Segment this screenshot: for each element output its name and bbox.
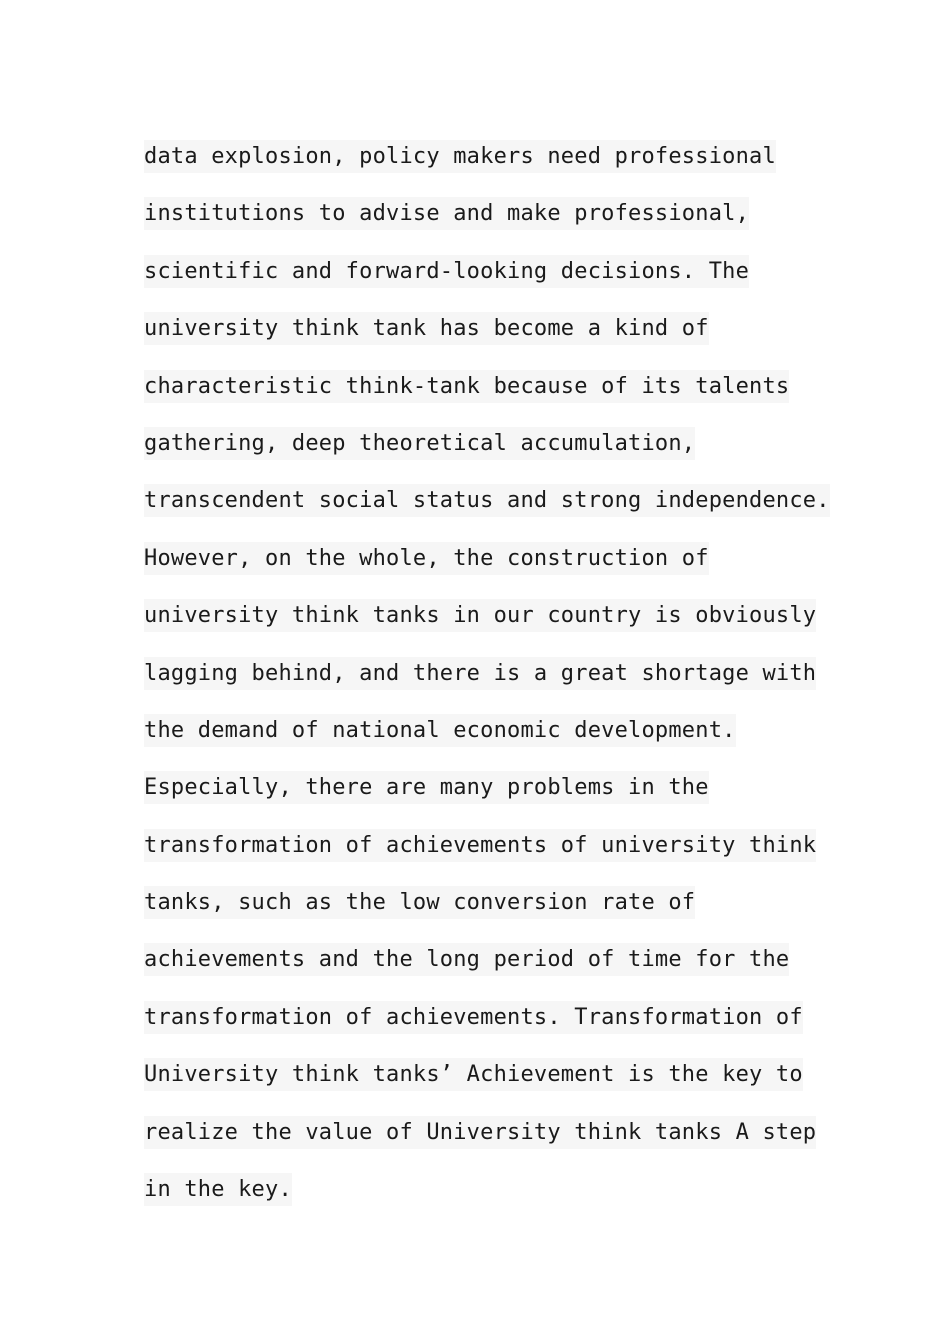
text-line-content: university think tanks in our country is obviously (144, 599, 816, 632)
text-line (144, 771, 824, 828)
text-line (144, 1058, 824, 1115)
text-line-content: institutions to advise and make professional, (144, 197, 749, 230)
text-line (144, 714, 824, 771)
text-line (144, 886, 824, 943)
text-line-content: gathering, deep theoretical accumulation, (144, 427, 695, 460)
text-line (144, 1116, 824, 1173)
text-line-content: data explosion, policy makers need professional (144, 140, 776, 173)
text-line-content: Especially, there are many problems in the (144, 771, 709, 804)
text-line (144, 312, 824, 369)
text-line-content: transformation of achievements of university think (144, 829, 816, 862)
text-line-content: university think tank has become a kind of (144, 312, 709, 345)
text-line (144, 370, 824, 427)
text-line-content: realize the value of University think tanks A step (144, 1116, 816, 1149)
text-line-content: in the key. (144, 1173, 292, 1206)
text-line-content: However, on the whole, the construction of (144, 542, 709, 575)
text-line-content: achievements and the long period of time for the (144, 943, 789, 976)
text-line (144, 599, 824, 656)
text-line (144, 542, 824, 599)
text-line (144, 657, 824, 714)
text-line (144, 1173, 824, 1230)
text-line (144, 197, 824, 254)
text-line (144, 140, 824, 197)
text-line-content: University think tanks’ Achievement is the key to (144, 1058, 803, 1091)
text-line (144, 484, 830, 541)
text-line-content: the demand of national economic development. (144, 714, 736, 747)
text-line-content: scientific and forward-looking decisions. The (144, 255, 749, 288)
text-line (144, 943, 824, 1000)
text-line (144, 255, 824, 312)
text-line-content: lagging behind, and there is a great shortage with (144, 657, 816, 690)
text-line-content: tanks, such as the low conversion rate of (144, 886, 695, 919)
body-paragraph (144, 140, 830, 1230)
text-line (144, 427, 824, 484)
text-line (144, 829, 824, 886)
text-line-content: transformation of achievements. Transformation of (144, 1001, 803, 1034)
text-line-content: characteristic think-tank because of its talents (144, 370, 789, 403)
text-line-content: transcendent social status and strong independence. (144, 484, 830, 517)
text-line (144, 1001, 824, 1058)
